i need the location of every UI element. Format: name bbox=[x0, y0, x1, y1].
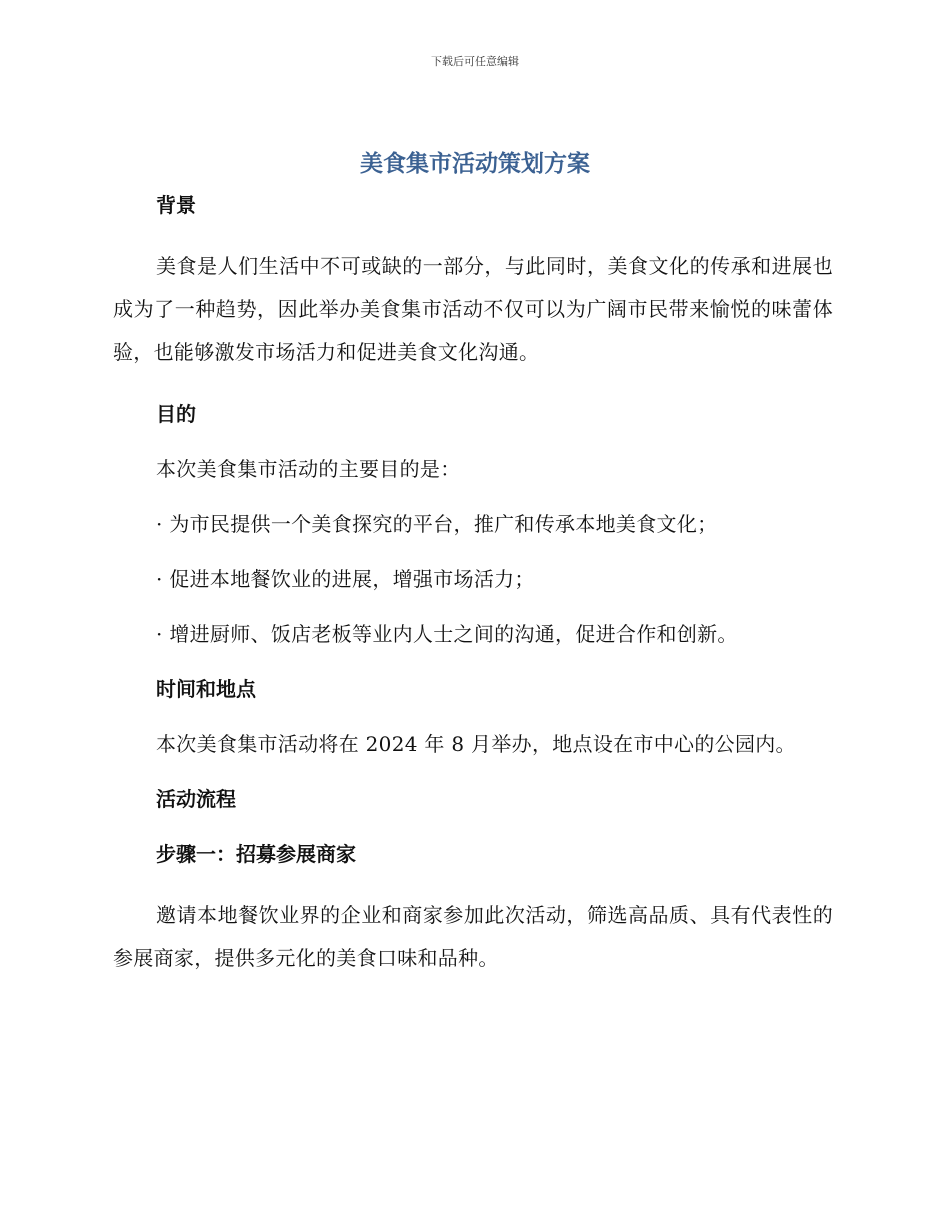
step1-paragraph: 邀请本地餐饮业界的企业和商家参加此次活动，筛选高品质、具有代表性的参展商家，提供多元化的美食口味和品种。 bbox=[113, 903, 833, 970]
purpose-item-1: · 为市民提供一个美食探究的平台，推广和传承本地美食文化； bbox=[156, 512, 718, 536]
purpose-intro: 本次美食集市活动的主要目的是： bbox=[156, 457, 461, 481]
section-heading-background: 背景 bbox=[156, 193, 196, 217]
section-heading-purpose: 目的 bbox=[156, 402, 196, 426]
document-body bbox=[113, 190, 833, 980]
section-heading-time-place: 时间和地点 bbox=[156, 677, 256, 701]
document-title: 美食集市活动策划方案 bbox=[360, 151, 590, 177]
purpose-item-2: · 促进本地餐饮业的进展，增强市场活力； bbox=[156, 567, 535, 591]
section-heading-process: 活动流程 bbox=[156, 787, 236, 811]
background-paragraph: 美食是人们生活中不可或缺的一部分，与此同时，美食文化的传承和进展也成为了一种趋势，因此举办美食集市活动不仅可以为广阔市民带来愉悦的味蕾体验，也能够激发市场活力和促进美食文化沟通。 bbox=[113, 254, 833, 364]
header-note: 下载后可任意编辑 bbox=[431, 55, 519, 68]
step1-heading: 步骤一：招募参展商家 bbox=[156, 842, 356, 866]
time-place-text: 本次美食集市活动将在 2024 年 8 月举办，地点设在市中心的公园内。 bbox=[156, 732, 796, 756]
purpose-item-3: · 增进厨师、饭店老板等业内人士之间的沟通，促进合作和创新。 bbox=[156, 622, 738, 646]
